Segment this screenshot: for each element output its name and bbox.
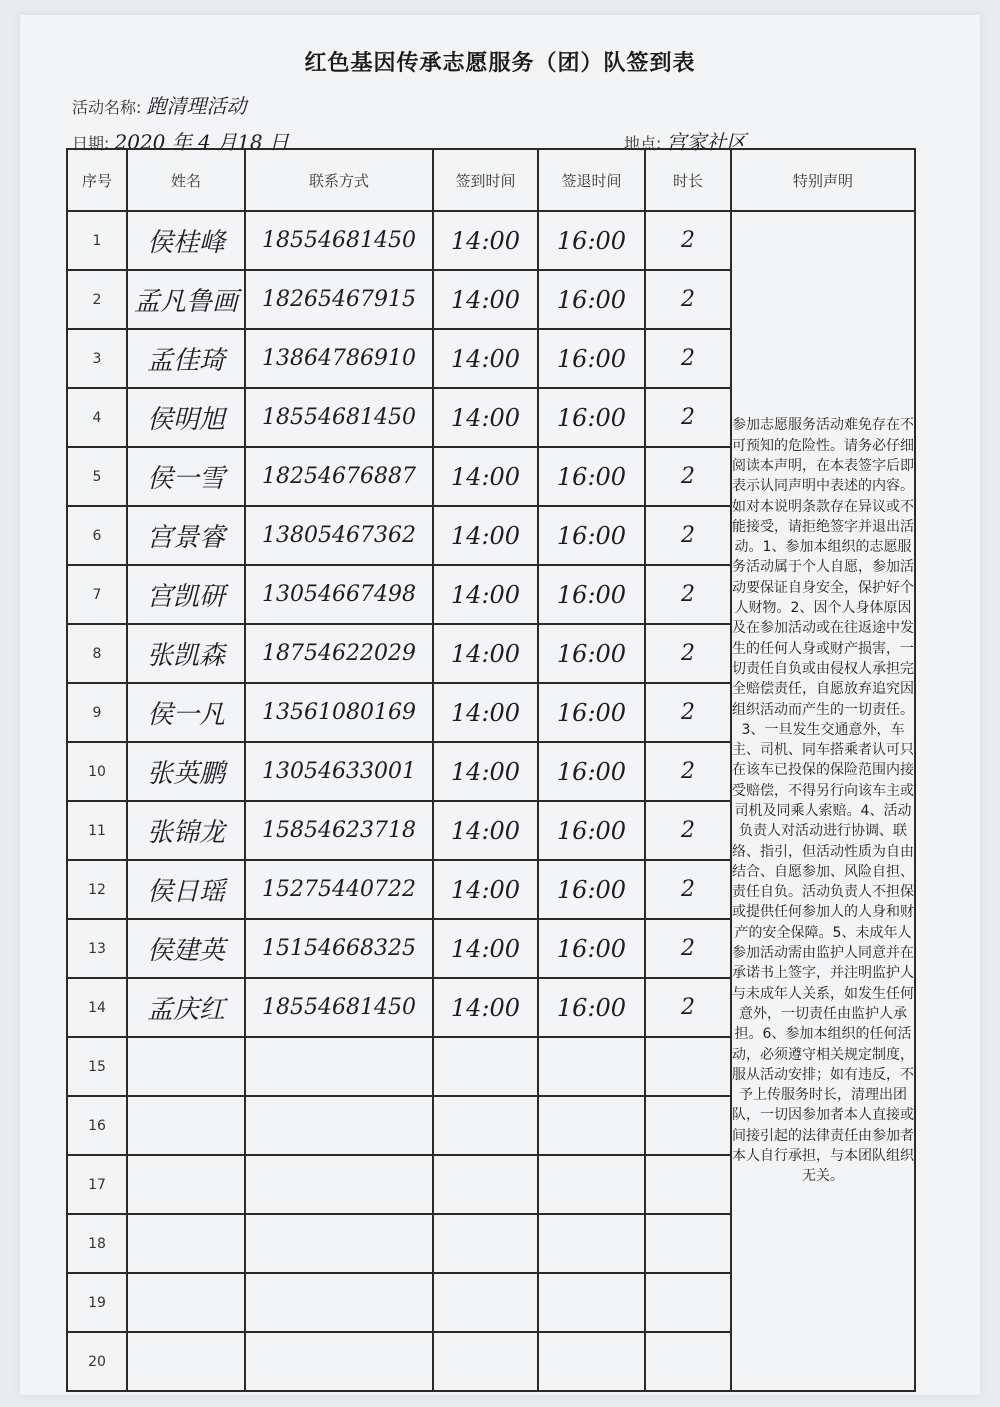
row-name: 孟凡鲁画	[127, 270, 245, 329]
row-checkout: 16:00	[538, 919, 645, 978]
row-name: 侯建英	[127, 919, 245, 978]
row-checkout	[538, 1214, 645, 1273]
row-checkout: 16:00	[538, 270, 645, 329]
row-duration: 2	[645, 624, 731, 683]
row-checkin	[433, 1214, 538, 1273]
row-number: 8	[67, 624, 127, 683]
row-duration: 2	[645, 860, 731, 919]
row-checkin	[433, 1096, 538, 1155]
row-checkout: 16:00	[538, 801, 645, 860]
row-name	[127, 1332, 245, 1391]
row-checkout: 16:00	[538, 447, 645, 506]
activity-label: 活动名称:	[72, 98, 142, 117]
row-checkout: 16:00	[538, 742, 645, 801]
header-num: 序号	[67, 149, 127, 211]
row-checkin: 14:00	[433, 624, 538, 683]
activity-name-line	[72, 90, 247, 119]
row-name	[127, 1096, 245, 1155]
row-checkin: 14:00	[433, 329, 538, 388]
row-duration: 2	[645, 447, 731, 506]
row-name: 侯一凡	[127, 683, 245, 742]
row-number: 20	[67, 1332, 127, 1391]
row-phone: 15275440722	[245, 860, 433, 919]
row-duration: 2	[645, 919, 731, 978]
activity-value: 跑清理活动	[146, 94, 247, 118]
row-phone: 18754622029	[245, 624, 433, 683]
row-number: 4	[67, 388, 127, 447]
row-checkin: 14:00	[433, 683, 538, 742]
row-phone	[245, 1096, 433, 1155]
row-checkout: 16:00	[538, 565, 645, 624]
row-number: 10	[67, 742, 127, 801]
row-name	[127, 1214, 245, 1273]
row-checkin: 14:00	[433, 211, 538, 270]
row-checkout	[538, 1155, 645, 1214]
row-checkout	[538, 1332, 645, 1391]
row-phone: 18254676887	[245, 447, 433, 506]
date-value: 2020 年 4 月18 日	[114, 130, 290, 154]
row-duration	[645, 1214, 731, 1273]
row-checkin: 14:00	[433, 742, 538, 801]
row-checkin: 14:00	[433, 388, 538, 447]
row-checkout: 16:00	[538, 329, 645, 388]
row-checkin: 14:00	[433, 506, 538, 565]
row-duration: 2	[645, 211, 731, 270]
row-number: 7	[67, 565, 127, 624]
row-duration: 2	[645, 388, 731, 447]
row-name: 宫凯研	[127, 565, 245, 624]
row-number: 6	[67, 506, 127, 565]
row-checkin	[433, 1273, 538, 1332]
row-number: 5	[67, 447, 127, 506]
header-name: 姓名	[127, 149, 245, 211]
place-label: 地点:	[624, 134, 662, 153]
row-checkin: 14:00	[433, 978, 538, 1037]
row-checkout: 16:00	[538, 860, 645, 919]
row-name: 侯明旭	[127, 388, 245, 447]
row-checkin: 14:00	[433, 801, 538, 860]
row-phone	[245, 1332, 433, 1391]
row-duration: 2	[645, 742, 731, 801]
row-phone: 13805467362	[245, 506, 433, 565]
row-checkout	[538, 1096, 645, 1155]
row-duration: 2	[645, 801, 731, 860]
row-duration	[645, 1273, 731, 1332]
row-number: 3	[67, 329, 127, 388]
table-row	[67, 211, 915, 270]
row-duration: 2	[645, 565, 731, 624]
row-duration	[645, 1096, 731, 1155]
header-duration: 时长	[645, 149, 731, 211]
row-checkin: 14:00	[433, 270, 538, 329]
header-contact: 联系方式	[245, 149, 433, 211]
row-phone	[245, 1214, 433, 1273]
row-number: 13	[67, 919, 127, 978]
row-phone	[245, 1037, 433, 1096]
row-phone	[245, 1273, 433, 1332]
row-name: 张凯森	[127, 624, 245, 683]
row-checkout: 16:00	[538, 506, 645, 565]
row-name: 侯日瑶	[127, 860, 245, 919]
row-number: 2	[67, 270, 127, 329]
row-phone: 13054633001	[245, 742, 433, 801]
row-duration: 2	[645, 506, 731, 565]
row-number: 14	[67, 978, 127, 1037]
row-number: 9	[67, 683, 127, 742]
row-duration	[645, 1037, 731, 1096]
header-checkin: 签到时间	[433, 149, 538, 211]
row-duration: 2	[645, 683, 731, 742]
row-number: 15	[67, 1037, 127, 1096]
row-number: 12	[67, 860, 127, 919]
row-number: 18	[67, 1214, 127, 1273]
date-label: 日期:	[72, 134, 110, 153]
row-phone: 18265467915	[245, 270, 433, 329]
row-phone: 18554681450	[245, 978, 433, 1037]
row-duration: 2	[645, 329, 731, 388]
row-phone: 13561080169	[245, 683, 433, 742]
row-duration: 2	[645, 270, 731, 329]
row-name: 张英鹏	[127, 742, 245, 801]
row-number: 16	[67, 1096, 127, 1155]
row-checkin: 14:00	[433, 447, 538, 506]
row-checkin: 14:00	[433, 860, 538, 919]
row-phone: 13864786910	[245, 329, 433, 388]
row-phone	[245, 1155, 433, 1214]
notice-text: 参加志愿服务活动难免存在不可预知的危险性。请务必仔细阅读本声明，在本表签字后即表示认同声明中表述的内容。如对本说明条款存在异议或不能接受，请拒绝签字并退出活动。1、参加本组织的志愿服务活动属于个人自愿，参加活动要保证自身安全，保护好个人财物。2、因个人身体原因及在参加活动或在往返途中发生的任何人身或财产损害，一切责任自负或由侵权人承担完全赔偿责任，自愿放弃追究因组织活动而产生的一切责任。3、一旦发生交通意外，车主、司机、同车搭乘者认可只在该车已投保的保险范围内接受赔偿，不得另行向该车主或司机及同乘人索赔。4、活动负责人对活动进行协调、联络、指引，但活动性质为自由结合、自愿参加、风险自担、责任自负。活动负责人不担保或提供任何参加人的人身和财产的安全保障。5、未成年人参加活动需由监护人同意并在承诺书上签字，并注明监护人与未成年人关系，如发生任何意外，一切责任由监护人承担。6、参加本组织的任何活动，必须遵守相关规定制度，服从活动安排；如有违反，不予上传服务时长，清理出团队，一切因参加者本人直接或间接引起的法律责任由参加者本人自行承担，与本团队组织无关。	[732, 417, 914, 1185]
row-checkout: 16:00	[538, 978, 645, 1037]
row-name: 侯桂峰	[127, 211, 245, 270]
row-phone: 13054667498	[245, 565, 433, 624]
row-duration	[645, 1155, 731, 1214]
row-checkout: 16:00	[538, 388, 645, 447]
row-phone: 15154668325	[245, 919, 433, 978]
row-phone: 15854623718	[245, 801, 433, 860]
page-title: 红色基因传承志愿服务（团）队签到表	[304, 51, 696, 76]
row-number: 11	[67, 801, 127, 860]
row-name	[127, 1155, 245, 1214]
signin-table	[66, 148, 916, 1392]
row-checkout: 16:00	[538, 211, 645, 270]
place-value: 宫家社区	[666, 130, 747, 154]
row-checkin	[433, 1155, 538, 1214]
row-checkout	[538, 1037, 645, 1096]
row-name: 张锦龙	[127, 801, 245, 860]
row-checkout	[538, 1273, 645, 1332]
row-number: 17	[67, 1155, 127, 1214]
row-checkin	[433, 1037, 538, 1096]
row-checkin: 14:00	[433, 919, 538, 978]
row-duration	[645, 1332, 731, 1391]
table-body	[67, 211, 915, 1391]
row-number: 19	[67, 1273, 127, 1332]
row-name	[127, 1273, 245, 1332]
row-checkout: 16:00	[538, 683, 645, 742]
row-phone: 18554681450	[245, 388, 433, 447]
notice-cell	[731, 211, 915, 1391]
table-header-row	[67, 149, 915, 211]
row-phone: 18554681450	[245, 211, 433, 270]
row-checkin: 14:00	[433, 565, 538, 624]
header-notice: 特别声明	[731, 149, 915, 211]
row-name	[127, 1037, 245, 1096]
row-name: 孟庆红	[127, 978, 245, 1037]
row-name: 侯一雪	[127, 447, 245, 506]
row-name: 宫景睿	[127, 506, 245, 565]
row-checkout: 16:00	[538, 624, 645, 683]
row-checkin	[433, 1332, 538, 1391]
row-number: 1	[67, 211, 127, 270]
header-checkout: 签退时间	[538, 149, 645, 211]
row-name: 孟佳琦	[127, 329, 245, 388]
row-duration: 2	[645, 978, 731, 1037]
